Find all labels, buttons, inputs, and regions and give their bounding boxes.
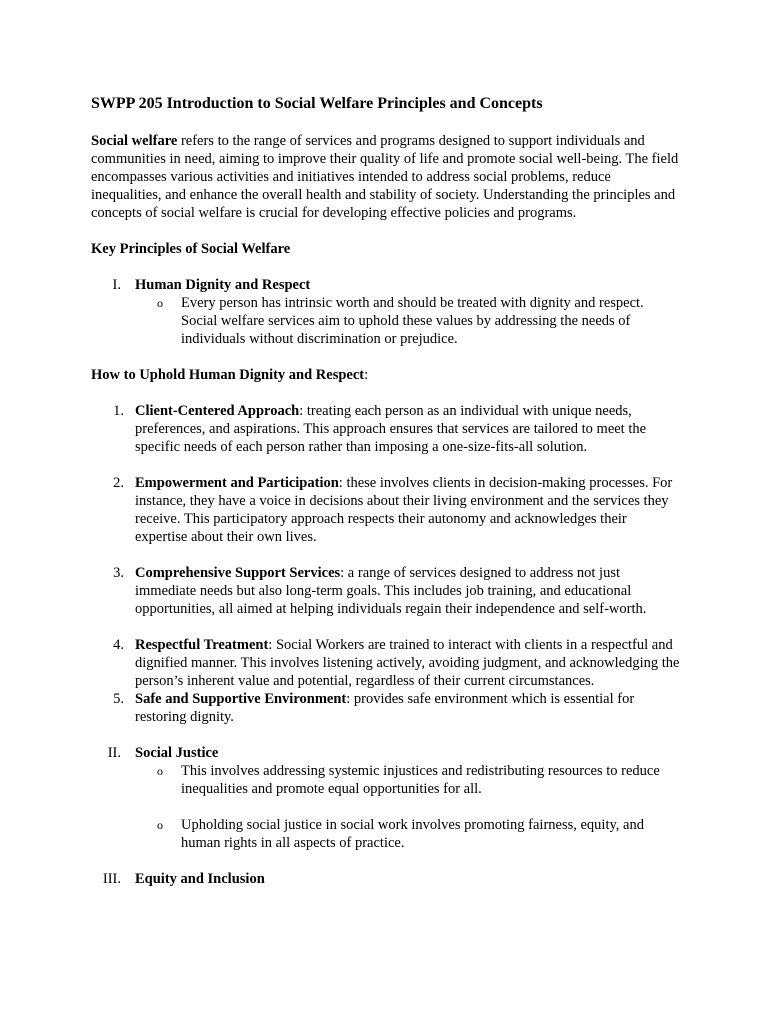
intro-text: refers to the range of services and programs designed to support individuals and communities in need, aiming to improve their quality of life and promote social well-being. The field encompasses various activities and initiatives intended to address social problems, reduce inequalities, and enhance the overall health and stability of society. Understanding the principles and concepts of social welfare is crucial for developing effective policies and programs.: [91, 133, 679, 221]
list-item: 2. Empowerment and Participation: these involves clients in decision-making processes. For instance, they have a voice in decisions about their living environment and the services they receive. This participatory approach respects their autonomy and acknowledges their expertise about their own lives.: [113, 475, 673, 545]
key-principles-heading: Key Principles of Social Welfare: [91, 241, 291, 257]
principle-2-title: Social Justice: [135, 745, 219, 761]
principle-1-title: Human Dignity and Respect: [135, 277, 311, 293]
list-item: 3. Comprehensive Support Services: a range of services designed to address not just immediate needs but also long-term goals. This includes job training, and educational opportunities, all aimed at helping individuals regain their independence and self-worth.: [113, 565, 647, 617]
bullet-text: This involves addressing systemic injustices and redistributing resources to reduce inequalities and promote equal opportunities for all.: [181, 763, 660, 797]
principle-3-title: Equity and Inclusion: [135, 871, 265, 887]
principle-1: [91, 276, 681, 294]
principle-3-number: III.: [102, 871, 121, 887]
uphold-heading: How to Uphold Human Dignity and Respect:: [91, 367, 369, 383]
principle-3: [91, 870, 681, 888]
list-item: 1. Client-Centered Approach: treating each person as an individual with unique needs, preferences, and aspirations. This approach ensures that services are tailored to meet the specific needs of each person rather than imposing a one-size-fits-all solution.: [113, 403, 647, 455]
intro-paragraph: [91, 132, 681, 222]
principle-2: [91, 744, 681, 762]
document-page: [91, 94, 681, 888]
principle-1-bullet: [91, 294, 681, 348]
principle-2-bullet: [91, 816, 681, 852]
bullet-marker: o: [157, 764, 163, 778]
principle-2-number: II.: [107, 745, 121, 761]
principle-2-bullet: [91, 762, 681, 798]
list-item: 5. Safe and Supportive Environment: provides safe environment which is essential for restoring dignity.: [113, 691, 635, 725]
list-item: 4. Respectful Treatment: Social Workers are trained to interact with clients in a respectful and dignified manner. This involves listening actively, avoiding judgment, and acknowledging the person’s inherent value and potential, regardless of their current circumstances.: [113, 637, 680, 689]
principle-1-number: I.: [112, 277, 121, 293]
document-title: SWPP 205 Introduction to Social Welfare Principles and Concepts: [91, 95, 543, 112]
bullet-marker: o: [157, 296, 163, 310]
bullet-text: Upholding social justice in social work involves promoting fairness, equity, and human rights in all aspects of practice.: [181, 817, 644, 851]
bullet-text: Every person has intrinsic worth and should be treated with dignity and respect. Social welfare services aim to uphold these values by addressing the needs of individuals without discrimination or prejudice.: [181, 295, 644, 347]
bullet-marker: o: [157, 818, 163, 832]
intro-term: Social welfare: [91, 133, 178, 149]
